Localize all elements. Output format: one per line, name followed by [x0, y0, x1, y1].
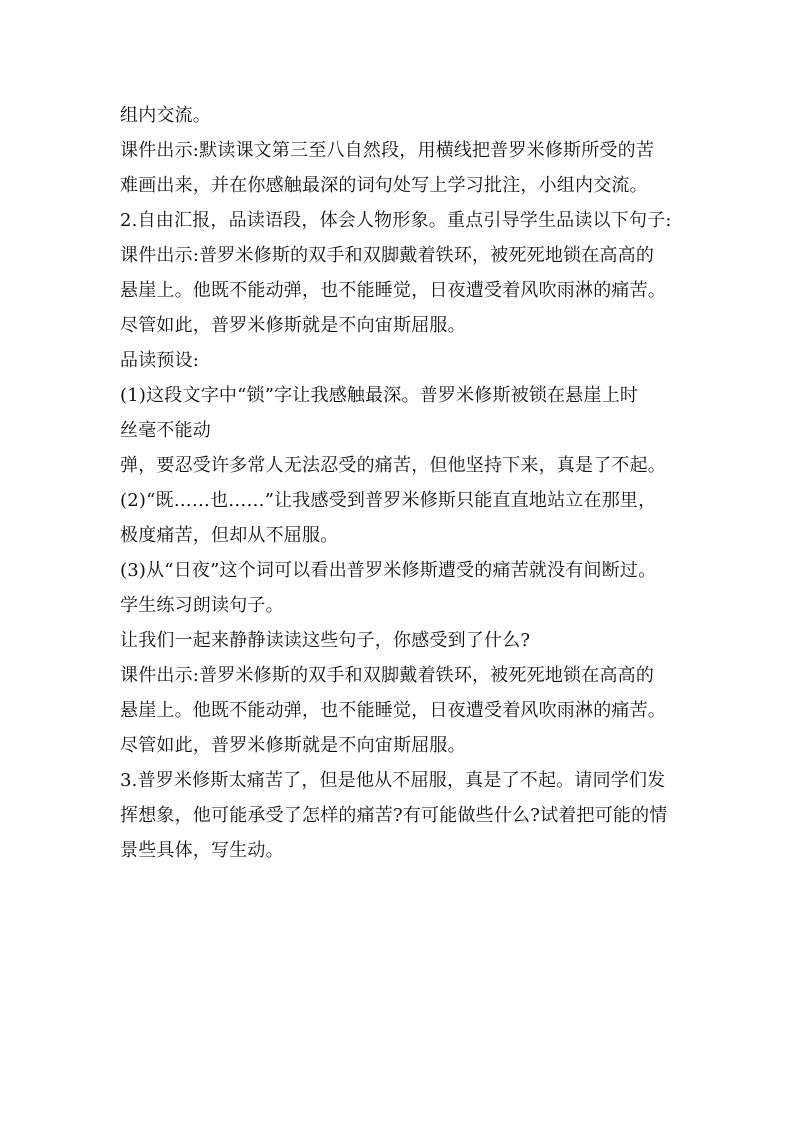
- text-line: 弹，要忍受许多常人无法忍受的痛苦，但他坚持下来，真是了不起。: [120, 455, 666, 476]
- text-line: 品读预设:: [120, 350, 200, 371]
- text-line: 尽管如此，普罗米修斯就是不向宙斯屈服。: [120, 735, 466, 756]
- text-line: (1)这段文字中“锁”字让我感触最深。普罗米修斯被锁在悬崖上时: [120, 385, 639, 406]
- text-line: 课件出示:默读课文第三至八自然段，用横线把普罗米修斯所受的苦: [120, 140, 655, 161]
- text-line: 景些具体，写生动。: [120, 840, 284, 861]
- text-line: 让我们一起来静静读读这些句子，你感受到了什么?: [120, 630, 531, 651]
- text-line: 难画出来，并在你感触最深的词句处写上学习批注，小组内交流。: [120, 175, 648, 196]
- text-line: 悬崖上。他既不能动弹，也不能睡觉，日夜遭受着风吹雨淋的痛苦。: [120, 700, 666, 721]
- text-line: 3.普罗米修斯太痛苦了，但是他从不屈服，真是了不起。请同学们发: [120, 770, 666, 791]
- text-line: 2.自由汇报，品读语段，体会人物形象。重点引导学生品读以下句子:: [120, 210, 672, 231]
- text-line: 课件出示:普罗米修斯的双手和双脚戴着铁环，被死死地锁在高高的: [120, 665, 655, 686]
- text-line: 极度痛苦，但却从不屈服。: [120, 525, 339, 546]
- text-line: 学生练习朗读句子。: [120, 595, 284, 616]
- text-line: (3)从“日夜”这个词可以看出普罗米修斯遭受的痛苦就没有间断过。: [120, 560, 657, 581]
- text-line: (2)“既……也……”让我感受到普罗米修斯只能直直地站立在那里，: [120, 490, 657, 511]
- text-line: 组内交流。: [120, 105, 211, 126]
- text-line: 尽管如此，普罗米修斯就是不向宙斯屈服。: [120, 315, 466, 336]
- text-line: 悬崖上。他既不能动弹，也不能睡觉，日夜遭受着风吹雨淋的痛苦。: [120, 280, 666, 301]
- document-body: [120, 98, 700, 868]
- text-line: 课件出示:普罗米修斯的双手和双脚戴着铁环，被死死地锁在高高的: [120, 245, 655, 266]
- text-line: 挥想象，他可能承受了怎样的痛苦?有可能做些什么?试着把可能的情: [120, 805, 668, 826]
- text-line: 丝毫不能动: [120, 420, 211, 441]
